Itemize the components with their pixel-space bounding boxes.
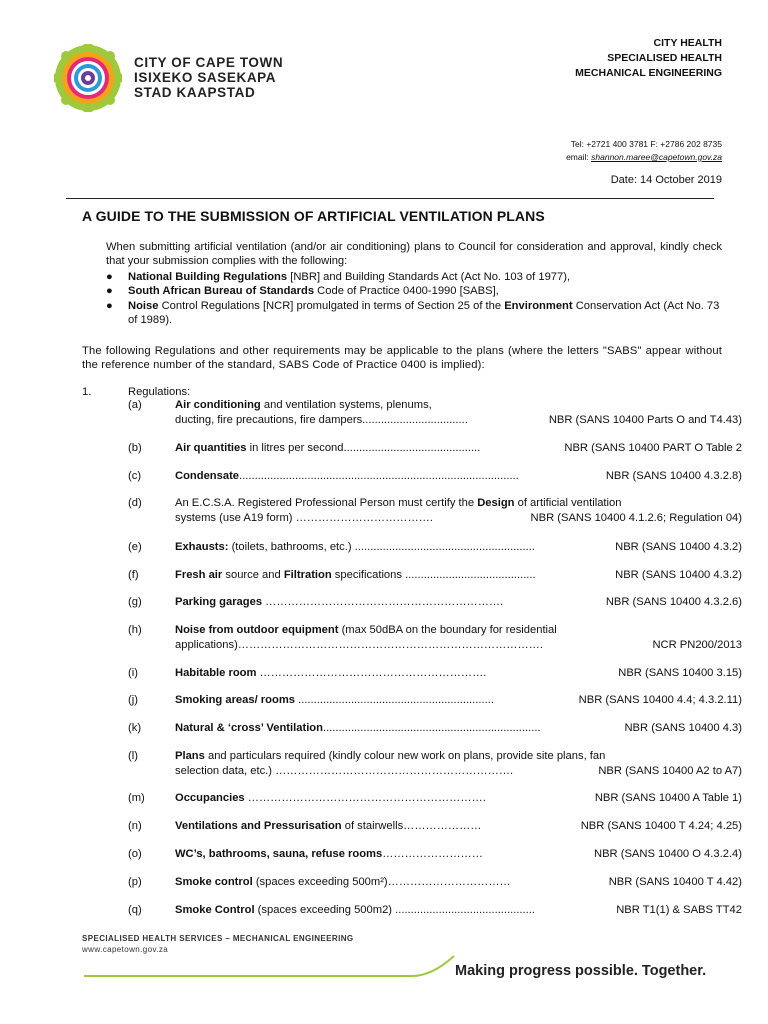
document-title: A GUIDE TO THE SUBMISSION OF ARTIFICIAL VENTILATION PLANS xyxy=(82,208,545,224)
item-text: ............................................................... xyxy=(295,694,494,706)
item-heading: Air conditioning xyxy=(175,399,261,411)
item-reference: NBR (SANS 10400 T 4.42) xyxy=(608,876,742,888)
item-text: of stairwells………………… xyxy=(341,820,482,832)
item-text: (spaces exceeding 500m²)…………………………… xyxy=(252,876,511,888)
item-heading: Parking garages xyxy=(175,596,263,608)
item-reference: NBR (SANS 10400 Parts O and T4.43) xyxy=(548,414,742,426)
regulation-item xyxy=(128,847,742,862)
item-heading: Air quantities xyxy=(175,442,247,454)
item-text: ………………………………………………………. xyxy=(244,792,486,804)
city-name-en: CITY OF CAPE TOWN xyxy=(134,55,284,70)
item-reference: NBR (SANS 10400 4.4; 4.3.2.11) xyxy=(578,694,742,706)
regulation-item xyxy=(128,666,742,681)
item-reference: NBR (SANS 10400 A2 to A7) xyxy=(598,765,742,777)
department-block xyxy=(575,36,722,81)
bullet-text: Conservation Act (Act No. 73 of 1989). xyxy=(128,299,720,327)
regulation-item xyxy=(128,568,742,583)
dept-line: MECHANICAL ENGINEERING xyxy=(575,67,722,79)
email-label: email: xyxy=(566,152,589,162)
header-divider xyxy=(66,198,714,199)
regulation-item xyxy=(128,441,742,456)
regulation-item xyxy=(128,540,742,555)
item-letter: (j) xyxy=(128,694,138,706)
bullet-bold: Environment xyxy=(504,299,573,312)
footer-department: SPECIALISED HEALTH SERVICES – MECHANICAL ENGINEERING xyxy=(82,934,354,943)
item-letter: (l) xyxy=(128,750,138,762)
item-text: source and xyxy=(222,569,284,581)
item-reference: NBR (SANS 10400 O 4.3.2.4) xyxy=(594,848,742,860)
item-letter: (q) xyxy=(128,904,142,916)
item-heading: Smoking areas/ rooms xyxy=(175,694,295,706)
regulation-item xyxy=(128,623,742,653)
item-reference: NBR (SANS 10400 PART O Table 2 xyxy=(564,442,742,454)
item-text: of artificial ventilation xyxy=(514,497,622,509)
regulation-item xyxy=(128,398,742,428)
item-text: and particulars required (kindly colour new work on plans, provide site plans, fan xyxy=(204,750,606,762)
bullet-bold: National Building Regulations xyxy=(128,271,288,283)
regulation-item xyxy=(128,903,742,918)
item-heading: Condensate xyxy=(175,470,240,482)
contact-block xyxy=(566,138,722,164)
bullet-bold: South African Bureau of Standards xyxy=(128,285,315,298)
footer-url[interactable]: www.capetown.gov.za xyxy=(82,945,169,954)
bullet-icon: ● xyxy=(106,285,113,298)
item-letter: (n) xyxy=(128,820,142,832)
item-reference: NBR (SANS 10400 4.3.2) xyxy=(615,569,742,581)
item-reference: NBR (SANS 10400 4.3.2.6) xyxy=(605,596,742,608)
item-heading: Filtration xyxy=(283,569,332,581)
regulations-paragraph: The following Regulations and other requirements may be applicable to the plans (where the letters "SABS" appear without the reference number of the standard, SABS Code of Practice 0400 is implied): xyxy=(82,345,722,372)
item-text: and ventilation systems, plenums, xyxy=(260,399,432,411)
city-name-af: STAD KAAPSTAD xyxy=(134,85,256,100)
item-letter: (i) xyxy=(128,667,138,679)
item-letter: (d) xyxy=(128,497,142,509)
item-reference: NBR T1(1) & SABS TT42 xyxy=(616,904,742,916)
item-letter: (b) xyxy=(128,442,142,454)
item-letter: (f) xyxy=(128,569,139,581)
item-heading: Habitable room xyxy=(175,667,257,679)
item-heading: Smoke control xyxy=(175,876,253,888)
regulation-item xyxy=(128,469,742,484)
regulation-item xyxy=(128,875,742,890)
item-letter: (e) xyxy=(128,541,142,553)
item-heading: WC’s, bathrooms, sauna, refuse rooms xyxy=(175,848,383,860)
email-link[interactable]: shannon.maree@capetown.gov.za xyxy=(591,152,722,162)
item-letter: (m) xyxy=(128,792,145,804)
dept-line: CITY HEALTH xyxy=(653,37,722,49)
footer-swoosh-icon xyxy=(82,952,462,982)
regulation-item xyxy=(128,595,742,610)
bullet-item xyxy=(106,299,722,328)
item-heading: Occupancies xyxy=(175,792,245,804)
section-title: Regulations: xyxy=(128,386,191,398)
city-name-block xyxy=(134,55,283,100)
item-heading: Noise from outdoor equipment xyxy=(175,624,339,636)
section-number: 1. xyxy=(82,386,92,398)
item-letter: (h) xyxy=(128,624,142,636)
footer-slogan: Making progress possible. Together. xyxy=(455,963,707,979)
item-heading: Design xyxy=(477,497,515,509)
item-text: ...................................................................... xyxy=(322,722,541,734)
item-text: .......................................................................................... xyxy=(239,470,519,482)
item-reference: NBR (SANS 10400 3.15) xyxy=(618,667,742,679)
regulation-item xyxy=(128,749,742,779)
bullet-bold: Noise xyxy=(128,299,159,312)
item-text: ………………………………………………………. xyxy=(262,596,504,608)
bullet-item xyxy=(106,284,722,298)
bullet-text: [NBR] and Building Standards Act (Act No. 103 of 1977), xyxy=(287,271,571,283)
item-reference: NBR (SANS 10400 4.3) xyxy=(624,722,742,734)
item-text: systems (use A19 form) ………………………………. xyxy=(175,512,433,524)
bullet-text: Control Regulations [NCR] promulgated in terms of Section 25 of the xyxy=(158,299,505,312)
item-text: (toilets, bathrooms, etc.) .......................................................... xyxy=(228,541,535,553)
intro-paragraph: When submitting artificial ventilation (and/or air conditioning) plans to Council for consideration and approval, kindly check that your submission complies with the following: xyxy=(106,241,722,268)
bullet-icon: ● xyxy=(106,299,113,312)
regulation-item xyxy=(128,693,742,708)
item-text: ……………………… xyxy=(382,848,483,860)
item-text: applications)………………………………………………………………………. xyxy=(175,639,543,651)
item-reference: NBR (SANS 10400 4.3.2) xyxy=(615,541,742,553)
regulation-item xyxy=(128,819,742,834)
item-reference: NBR (SANS 10400 4.1.2.6; Regulation 04) xyxy=(530,512,742,524)
item-letter: (g) xyxy=(128,596,142,608)
bullet-item xyxy=(106,270,722,284)
item-heading: Ventilations and Pressurisation xyxy=(175,820,342,832)
city-of-cape-town-logo-icon xyxy=(54,44,122,112)
item-text: ducting, fire precautions, fire dampers.................................. xyxy=(175,414,468,426)
item-reference: NBR (SANS 10400 A Table 1) xyxy=(594,792,742,804)
bullet-text: Code of Practice 0400-1990 [SABS], xyxy=(314,285,499,298)
document-date: Date: 14 October 2019 xyxy=(610,174,722,186)
item-letter: (c) xyxy=(128,470,142,482)
item-text: in litres per second............................................ xyxy=(246,442,481,454)
item-heading: Smoke Control xyxy=(175,904,255,916)
item-text: (spaces exceeding 500m2) ............................................. xyxy=(254,904,535,916)
item-text: selection data, etc.) ………………………………………………………. xyxy=(175,765,514,777)
item-heading: Exhausts: xyxy=(175,541,229,553)
item-heading: Natural & ‘cross’ Ventilation xyxy=(175,722,323,734)
item-heading: Fresh air xyxy=(175,569,223,581)
regulation-item xyxy=(128,496,742,526)
item-heading: Plans xyxy=(175,750,205,762)
regulation-item xyxy=(128,721,742,736)
item-reference: NCR PN200/2013 xyxy=(652,639,742,651)
item-reference: NBR (SANS 10400 4.3.2.8) xyxy=(605,470,742,482)
item-letter: (o) xyxy=(128,848,142,860)
item-text: ……………………………………………………. xyxy=(256,667,487,679)
bullet-icon: ● xyxy=(106,271,113,283)
city-name-xh: ISIXEKO SASEKAPA xyxy=(134,70,277,85)
item-letter: (a) xyxy=(128,399,142,411)
bullet-list xyxy=(106,270,722,328)
item-reference: NBR (SANS 10400 T 4.24; 4.25) xyxy=(580,820,742,832)
dept-line: SPECIALISED HEALTH xyxy=(607,52,722,64)
item-text: (max 50dBA on the boundary for residential xyxy=(338,624,557,636)
item-text: An E.C.S.A. Registered Professional Person must certify the xyxy=(175,497,478,509)
phone-line: Tel: +2721 400 3781 F: +2786 202 8735 xyxy=(570,139,722,149)
item-text: specifications .......................................... xyxy=(331,569,536,581)
regulation-item xyxy=(128,791,742,806)
item-letter: (k) xyxy=(128,722,142,734)
item-letter: (p) xyxy=(128,876,142,888)
